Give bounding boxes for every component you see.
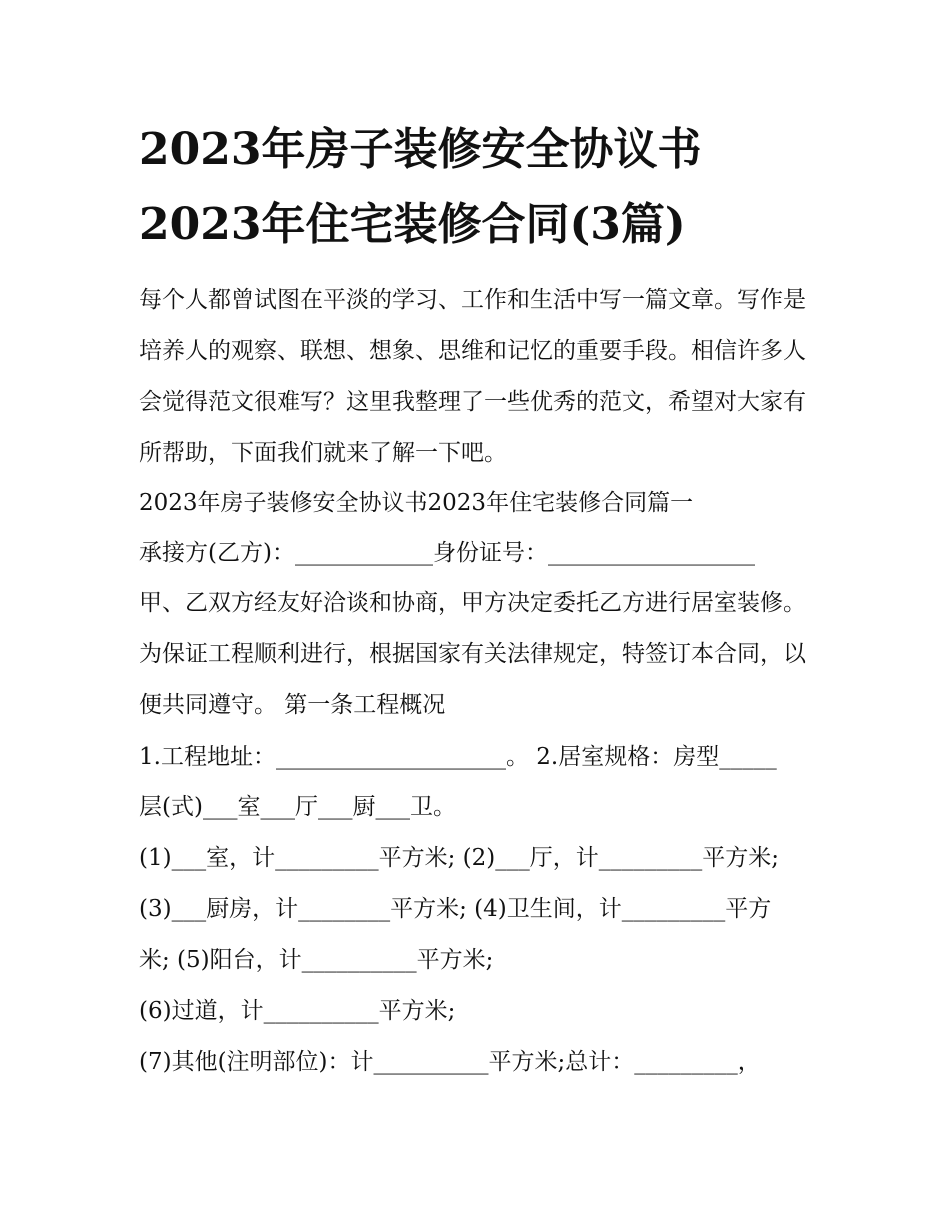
- area-item-4-5: 米; (5)阳台，计__________平方米;: [139, 947, 494, 973]
- area-item-6: (6)过道，计__________平方米;: [139, 998, 456, 1024]
- agreement-paragraph: 甲、乙双方经友好洽谈和协商，甲方决定委托乙方进行居室装修。为保证工程顺利进行，根据国家有关法律规定，特签订本合同，以便共同遵守。 第一条工程概况: [139, 590, 806, 718]
- contractor-line: 承接方(乙方)：____________身份证号：__________________: [139, 540, 755, 566]
- document-title-line1: 2023年房子装修安全协议书: [139, 124, 702, 175]
- intro-paragraph: 每个人都曾试图在平淡的学习、工作和生活中写一篇文章。写作是培养人的观察、联想、想象、思维和记忆的重要手段。相信许多人会觉得范文很难写？这里我整理了一些优秀的范文，希望对大家有所帮助，下面我们就来了解一下吧。: [139, 287, 806, 466]
- area-item-7: (7)其他(注明部位)：计__________平方米;总计：_________，: [139, 1049, 761, 1075]
- section-heading: 2023年房子装修安全协议书2023年住宅装修合同篇一: [139, 490, 694, 516]
- rooms-line: 层(式)___室___厅___厨___卫。: [139, 794, 456, 820]
- area-item-1-2: (1)___室，计_________平方米; (2)___厅，计_________平方米;: [139, 845, 779, 871]
- area-item-3-4: (3)___厨房，计________平方米; (4)卫生间，计_________平方: [139, 896, 772, 922]
- address-line: 1.工程地址：____________________。 2.居室规格：房型_____: [139, 744, 777, 770]
- document-title-line2: 2023年住宅装修合同(3篇): [139, 199, 686, 250]
